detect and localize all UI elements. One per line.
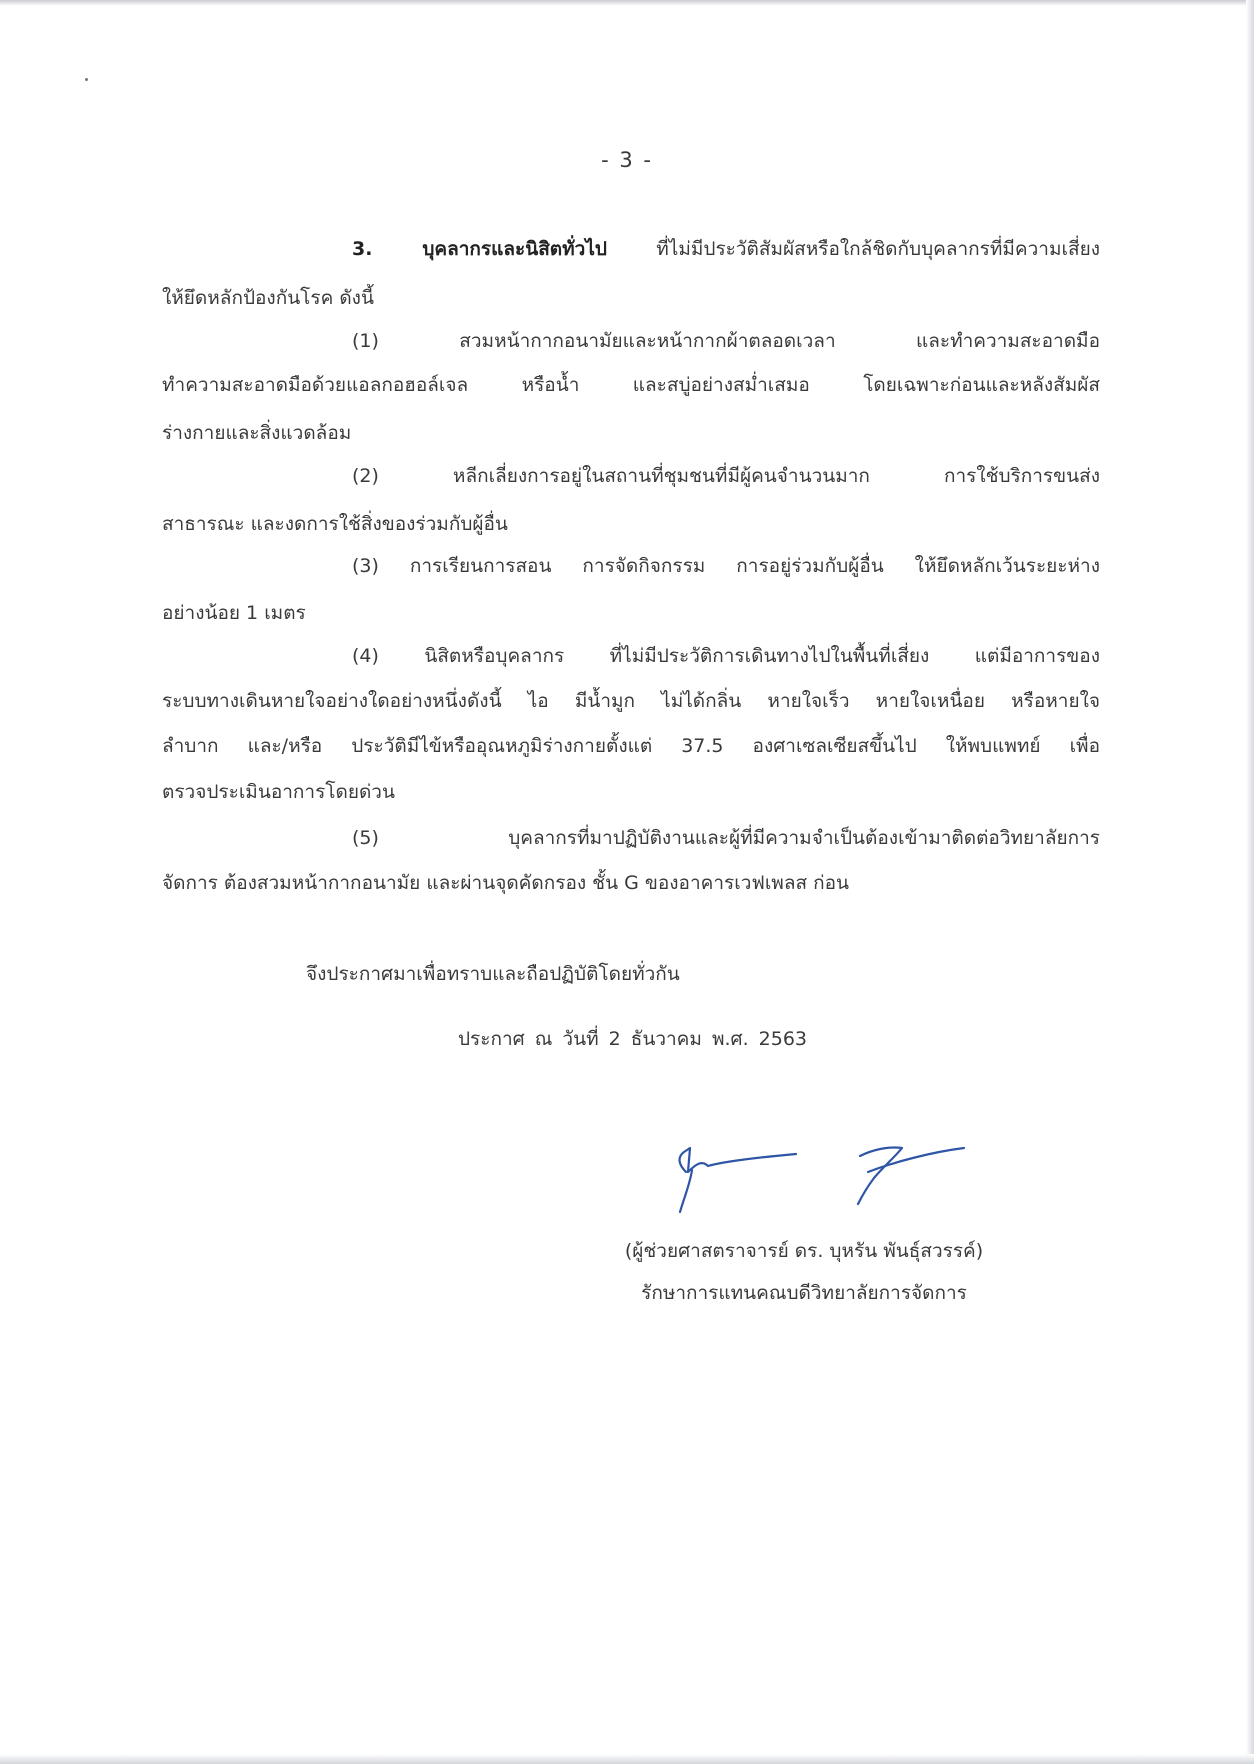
scan-speck <box>85 78 88 81</box>
item-3-line-2: อย่างน้อย 1 เมตร <box>162 602 306 624</box>
item-4-line-1: (4) นิสิตหรือบุคลากร ที่ไม่มีประวัติการเดินทางไปในพื้นที่เสี่ยง แต่มีอาการของ <box>352 645 1100 667</box>
item-1-line-1: (1) สวมหน้ากากอนามัยและหน้ากากผ้าตลอดเวลา และทำความสะอาดมือ <box>352 330 1100 352</box>
scan-edge-bottom <box>0 1754 1254 1764</box>
signatory-name: (ผู้ช่วยศาสตราจารย์ ดร. บุหรัน พันธุ์สวรรค์) <box>624 1240 984 1262</box>
item-2-line-1: (2) หลีกเลี่ยงการอยู่ในสถานที่ชุมชนที่มีผู้คนจำนวนมาก การใช้บริการขนส่ง <box>352 465 1100 487</box>
item-5-line-1: (5) บุคลากรที่มาปฏิบัติงานและผู้ที่มีความจำเป็นต้องเข้ามาติดต่อวิทยาลัยการ <box>352 827 1100 849</box>
item-2-line-2: สาธารณะ และงดการใช้สิ่งของร่วมกับผู้อื่น <box>162 513 508 535</box>
page-number: - 3 - <box>601 148 653 172</box>
scan-edge-top <box>0 0 1254 6</box>
scan-edge-right <box>1246 0 1254 1764</box>
item-4-line-3: ลำบาก และ/หรือ ประวัติมีไข้หรืออุณหภูมิร่างกายตั้งแต่ 37.5 องศาเซลเซียสขึ้นไป ให้พบแพทย์ เพื่อ <box>162 735 1100 757</box>
signatory-title: รักษาการแทนคณบดีวิทยาลัยการจัดการ <box>641 1282 967 1304</box>
section-heading <box>352 240 1100 259</box>
item-3-line-1: (3) การเรียนการสอน การจัดกิจกรรม การอยู่ร่วมกับผู้อื่น ให้ยึดหลักเว้นระยะห่าง <box>352 555 1100 577</box>
section-heading-number: 3. <box>352 238 373 260</box>
item-1-line-3: ร่างกายและสิ่งแวดล้อม <box>162 422 352 444</box>
item-5-line-2: จัดการ ต้องสวมหน้ากากอนามัย และผ่านจุดคัดกรอง ชั้น G ของอาคารเวฟเพลส ก่อน <box>162 872 850 894</box>
item-1-line-2: ทำความสะอาดมือด้วยแอลกอฮอล์เจล หรือน้ำ และสบู่อย่างสม่ำเสมอ โดยเฉพาะก่อนและหลังสัมผัส <box>162 374 1100 396</box>
signature-strokes <box>680 1147 964 1212</box>
handwritten-signature <box>662 1128 982 1218</box>
announcement-date: ประกาศ ณ วันที่ 2 ธันวาคม พ.ศ. 2563 <box>458 1028 808 1050</box>
section-heading-rest: ที่ไม่มีประวัติสัมผัสหรือใกล้ชิดกับบุคลากรที่มีความเสี่ยง <box>656 238 1100 260</box>
closing-statement: จึงประกาศมาเพื่อทราบและถือปฏิบัติโดยทั่วกัน <box>306 963 680 985</box>
item-4-line-2: ระบบทางเดินหายใจอย่างใดอย่างหนึ่งดังนี้ ไอ มีน้ำมูก ไม่ได้กลิ่น หายใจเร็ว หายใจเหนื่อย หรือหายใจ <box>162 690 1100 712</box>
section-heading-bold: บุคลากรและนิสิตทั่วไป <box>422 238 607 260</box>
section-heading-cont: ให้ยึดหลักป้องกันโรค ดังนี้ <box>162 287 374 309</box>
item-4-line-4: ตรวจประเมินอาการโดยด่วน <box>162 781 395 803</box>
